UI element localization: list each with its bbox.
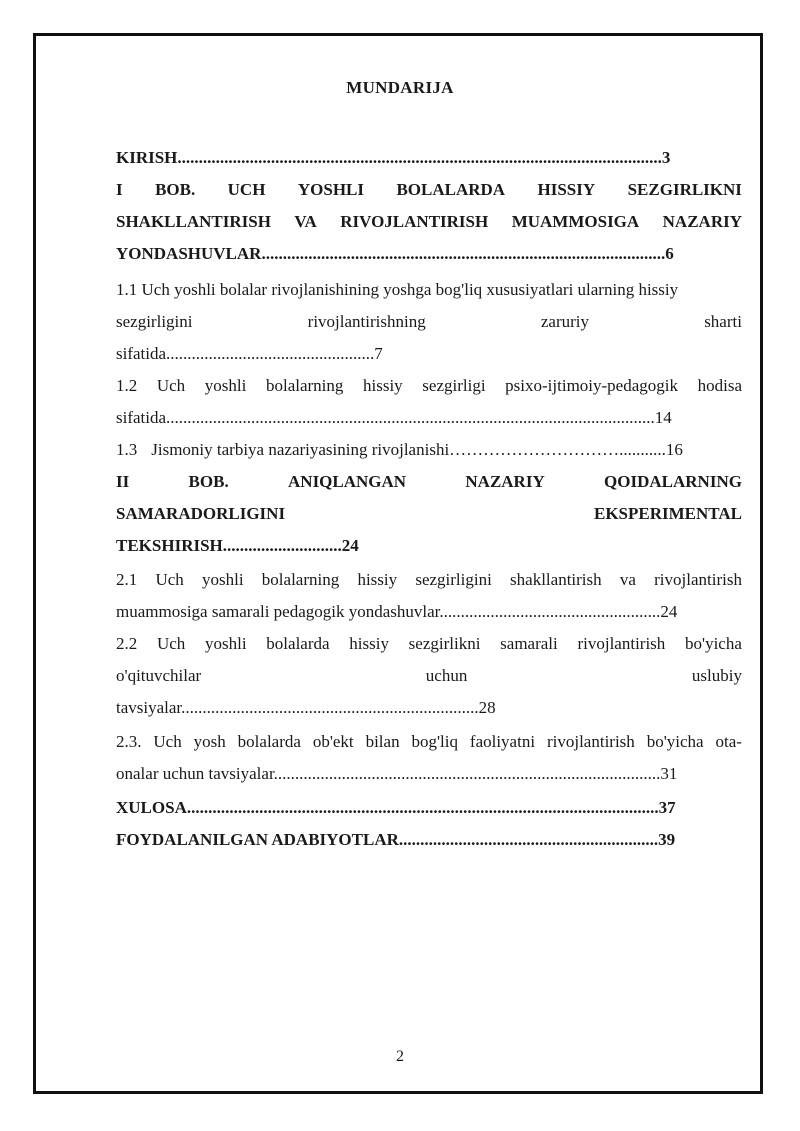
toc-page-number: 37 (658, 798, 676, 817)
toc-chapter-2-line-1[interactable] (116, 472, 742, 492)
toc-chapter-1-line-2[interactable] (116, 212, 742, 232)
word: shakllantirish (510, 570, 602, 589)
toc-entry-title: FOYDALANILGAN ADABIYOTLAR (116, 830, 399, 849)
word: zaruriy (540, 312, 590, 331)
word: Uch (156, 634, 186, 653)
word: yoshli (202, 570, 244, 589)
toc-section-2-2-line-3[interactable] (116, 698, 496, 718)
word: psixo-ijtimoiy-pedagogik (505, 376, 678, 395)
toc-section-number: 1.3 (116, 440, 138, 459)
word: yoshli (204, 376, 247, 395)
word: sezgirligini (415, 570, 492, 589)
toc-chapter-1-line-1[interactable] (116, 180, 742, 200)
toc-page-number: 16 (665, 440, 683, 459)
toc-entry-title: TEKSHIRISH (116, 536, 223, 555)
toc-leader: .................................................................................................................. (177, 148, 662, 167)
toc-entry-title: sifatida (116, 408, 167, 427)
word: BOB. (155, 180, 196, 199)
toc-chapter-1-line-3[interactable] (116, 244, 674, 264)
toc-section-2-2-line-2[interactable] (116, 666, 742, 686)
toc-entry-title: muammosiga samarali pedagogik yondashuvlar (116, 602, 440, 621)
toc-leader: …………………………........... (449, 440, 666, 459)
word: bolalarda (237, 732, 301, 751)
word: 2.3. (116, 732, 142, 751)
toc-section-1-2-line-2[interactable] (116, 408, 672, 428)
toc-leader: ................................................................................................................... (166, 408, 655, 427)
toc-section-2-3-line-1[interactable] (116, 732, 742, 752)
toc-section-2-3-line-2[interactable] (116, 764, 677, 784)
word: rivojlantirishning (307, 312, 426, 331)
toc-leader: .................................................... (439, 602, 661, 621)
word: rivojlantirish (577, 634, 666, 653)
word: Uch (156, 376, 186, 395)
word: SAMARADORLIGINI (116, 504, 286, 523)
toc-leader: ........................................................................................... (273, 764, 661, 783)
toc-chapter-2-line-3[interactable] (116, 536, 359, 556)
word: yoshli (205, 634, 247, 653)
toc-entry-title: XULOSA (116, 798, 187, 817)
word: sezgirligini (116, 312, 193, 331)
toc-section-2-1-line-1[interactable] (116, 570, 742, 590)
word: II (116, 472, 130, 491)
word: hissiy (349, 634, 389, 653)
word: YOSHLI (297, 180, 365, 199)
toc-page-number: 28 (478, 698, 496, 717)
toc-entry-title: onalar uchun tavsiyalar (116, 764, 274, 783)
toc-page-number: 31 (660, 764, 678, 783)
word: yosh (193, 732, 226, 751)
word: UCH (227, 180, 266, 199)
toc-section-1-2-line-1[interactable] (116, 376, 742, 396)
word: I (116, 180, 123, 199)
word: ota- (715, 732, 742, 751)
word: hissiy (357, 570, 398, 589)
word: bilan (365, 732, 400, 751)
toc-section-1-3[interactable] (116, 440, 683, 460)
word: VA (294, 212, 317, 231)
word: sezgirlikni (408, 634, 481, 653)
toc-leader: ............................................................................................................... (186, 798, 659, 817)
word: sharti (704, 312, 742, 331)
word: bolalarda (266, 634, 330, 653)
toc-entry-xulosa[interactable] (116, 798, 676, 818)
toc-page-number: 24 (660, 602, 678, 621)
word: 2.2 (116, 634, 138, 653)
word: faoliyatni (469, 732, 536, 751)
word: ANIQLANGAN (288, 472, 407, 491)
word: va (619, 570, 636, 589)
word: rivojlantirish (546, 732, 635, 751)
word: 2.1 (116, 570, 138, 589)
toc-entry-title: YONDASHUVLAR (116, 244, 262, 263)
toc-page-number: 24 (341, 536, 359, 555)
word: bolalarning (261, 570, 340, 589)
toc-page-number: 3 (661, 148, 671, 167)
word: RIVOJLANTIRISH (340, 212, 489, 231)
word: MUAMMOSIGA (511, 212, 640, 231)
toc-entry-title: Jismoniy tarbiya nazariyasining rivojlanishi (151, 440, 450, 459)
page-number: 2 (396, 1048, 404, 1065)
word: Uch (155, 570, 184, 589)
toc-entry-title: sifatida (116, 344, 167, 363)
word: bolalarning (265, 376, 344, 395)
toc-section-2-2-line-1[interactable] (116, 634, 742, 654)
word: BOLALARDA (396, 180, 506, 199)
toc-entry-kirish[interactable] (116, 148, 670, 168)
toc-leader: ............................................................. (398, 830, 659, 849)
word: bog'liq (411, 732, 458, 751)
toc-section-1-1-line-3[interactable] (116, 344, 383, 364)
word: rivojlantirish (654, 570, 742, 589)
word: o'qituvchilar (116, 666, 202, 685)
word: samarali (500, 634, 558, 653)
toc-entry-references[interactable] (116, 830, 675, 850)
word: SHAKLLANTIRISH (116, 212, 271, 231)
toc-section-1-1-line-2[interactable] (116, 312, 742, 332)
word: EKSPERIMENTAL (594, 504, 742, 523)
toc-leader: ................................................. (166, 344, 375, 363)
word: QOIDALARNING (604, 472, 742, 491)
word: ob'ekt (312, 732, 354, 751)
word: SEZGIRLIKNI (627, 180, 742, 199)
word: uslubiy (691, 666, 742, 685)
word: HISSIY (537, 180, 596, 199)
word: NAZARIY (465, 472, 545, 491)
word: bo'yicha (685, 634, 742, 653)
word: bo'yicha (646, 732, 704, 751)
toc-entry-title: tavsiyalar (116, 698, 182, 717)
toc-section-1-1-line-1[interactable] (116, 280, 678, 300)
toc-page-number: 14 (654, 408, 672, 427)
toc-page-number: 7 (374, 344, 383, 363)
word: NAZARIY (662, 212, 742, 231)
toc-entry-title: 1.1 Uch yoshli bolalar rivojlanishining yoshga bog'liq xususiyatlari ularning hissiy (116, 280, 679, 299)
word: Uch (153, 732, 182, 751)
toc-chapter-2-line-2[interactable] (116, 504, 742, 524)
toc-page-number: 6 (665, 244, 674, 263)
word: hodisa (697, 376, 742, 395)
toc-page-number: 39 (658, 830, 676, 849)
toc-leader: ...................................................................... (181, 698, 479, 717)
toc-section-2-1-line-2[interactable] (116, 602, 677, 622)
word: uchun (425, 666, 468, 685)
word: 1.2 (116, 376, 138, 395)
toc-leader: ............................................................................................... (261, 244, 666, 263)
word: sezgirligi (422, 376, 486, 395)
page-title: MUNDARIJA (346, 78, 454, 97)
word: hissiy (363, 376, 403, 395)
word: BOB. (188, 472, 229, 491)
toc-leader: ............................ (222, 536, 342, 555)
toc-entry-title: KIRISH (116, 148, 178, 167)
